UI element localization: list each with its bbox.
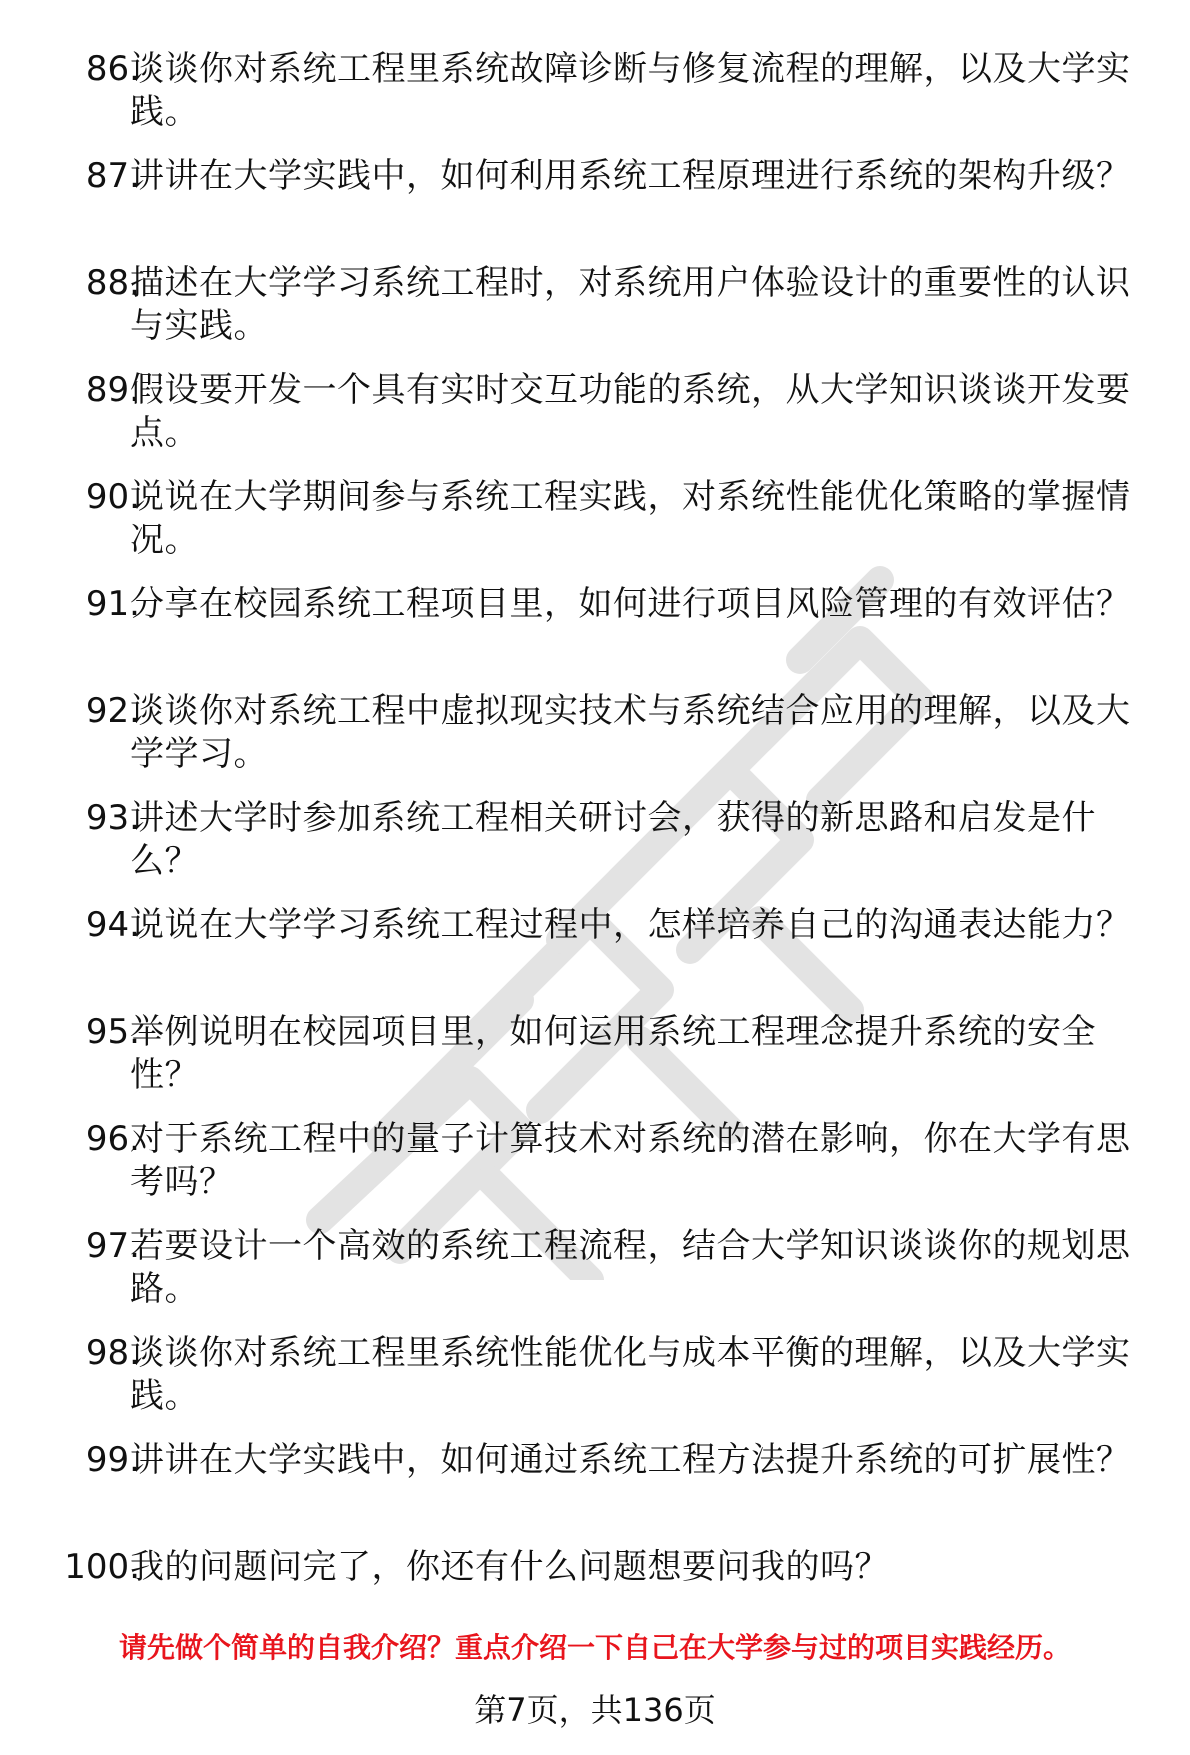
list-item bbox=[0, 262, 1190, 369]
question-text: 谈谈你对系统工程里系统性能优化与成本平衡的理解，以及大学实践。 bbox=[130, 1333, 1131, 1416]
list-item bbox=[0, 904, 1190, 1011]
question-text: 分享在校园系统工程项目里，如何进行项目风险管理的有效评估？ bbox=[130, 584, 1131, 624]
question-text: 若要设计一个高效的系统工程流程，结合大学知识谈谈你的规划思路。 bbox=[130, 1226, 1131, 1309]
question-text: 我的问题问完了，你还有什么问题想要问我的吗？ bbox=[130, 1547, 889, 1587]
question-number: 98. bbox=[85, 1333, 140, 1373]
question-text: 讲述大学时参加系统工程相关研讨会，获得的新思路和启发是什么？ bbox=[130, 798, 1096, 881]
question-number: 95. bbox=[85, 1012, 140, 1052]
list-item bbox=[0, 476, 1190, 583]
page-footer: 第7页，共136页 bbox=[474, 1691, 716, 1729]
question-text: 假设要开发一个具有实时交互功能的系统，从大学知识谈谈开发要点。 bbox=[130, 370, 1131, 453]
list-item bbox=[0, 1439, 1190, 1546]
question-number: 96. bbox=[85, 1119, 140, 1159]
list-item bbox=[0, 583, 1190, 690]
list-item bbox=[0, 1225, 1190, 1332]
list-item bbox=[0, 690, 1190, 797]
question-number: 87. bbox=[85, 156, 140, 196]
list-item bbox=[0, 1118, 1190, 1225]
question-number: 86. bbox=[85, 49, 140, 89]
question-text: 描述在大学学习系统工程时，对系统用户体验设计的重要性的认识与实践。 bbox=[130, 263, 1131, 346]
question-number: 91. bbox=[85, 584, 140, 624]
question-number: 99. bbox=[85, 1440, 140, 1480]
list-item bbox=[0, 797, 1190, 904]
list-item bbox=[0, 48, 1190, 155]
question-number: 100. bbox=[64, 1547, 140, 1587]
question-number: 92. bbox=[85, 691, 140, 731]
highlight-note: 请先做个简单的自我介绍？重点介绍一下自己在大学参与过的项目实践经历。 bbox=[118, 1631, 1071, 1664]
question-number: 94. bbox=[85, 905, 140, 945]
list-item bbox=[0, 1011, 1190, 1118]
question-text: 说说在大学学习系统工程过程中，怎样培养自己的沟通表达能力？ bbox=[130, 905, 1131, 945]
question-text: 对于系统工程中的量子计算技术对系统的潜在影响，你在大学有思考吗？ bbox=[130, 1119, 1131, 1202]
question-number: 97. bbox=[85, 1226, 140, 1266]
question-text: 谈谈你对系统工程中虚拟现实技术与系统结合应用的理解，以及大学学习。 bbox=[130, 691, 1131, 774]
question-list bbox=[0, 48, 1190, 1653]
question-number: 88. bbox=[85, 263, 140, 303]
question-number: 89. bbox=[85, 370, 140, 410]
question-text: 说说在大学期间参与系统工程实践，对系统性能优化策略的掌握情况。 bbox=[130, 477, 1131, 560]
question-text: 讲讲在大学实践中，如何利用系统工程原理进行系统的架构升级？ bbox=[130, 156, 1131, 196]
question-text: 讲讲在大学实践中，如何通过系统工程方法提升系统的可扩展性？ bbox=[130, 1440, 1131, 1480]
list-item bbox=[0, 1332, 1190, 1439]
list-item bbox=[0, 369, 1190, 476]
question-number: 93. bbox=[85, 798, 140, 838]
question-text: 谈谈你对系统工程里系统故障诊断与修复流程的理解，以及大学实践。 bbox=[130, 49, 1131, 132]
question-number: 90. bbox=[85, 477, 140, 517]
list-item bbox=[0, 155, 1190, 262]
question-text: 举例说明在校园项目里，如何运用系统工程理念提升系统的安全性？ bbox=[130, 1012, 1096, 1095]
